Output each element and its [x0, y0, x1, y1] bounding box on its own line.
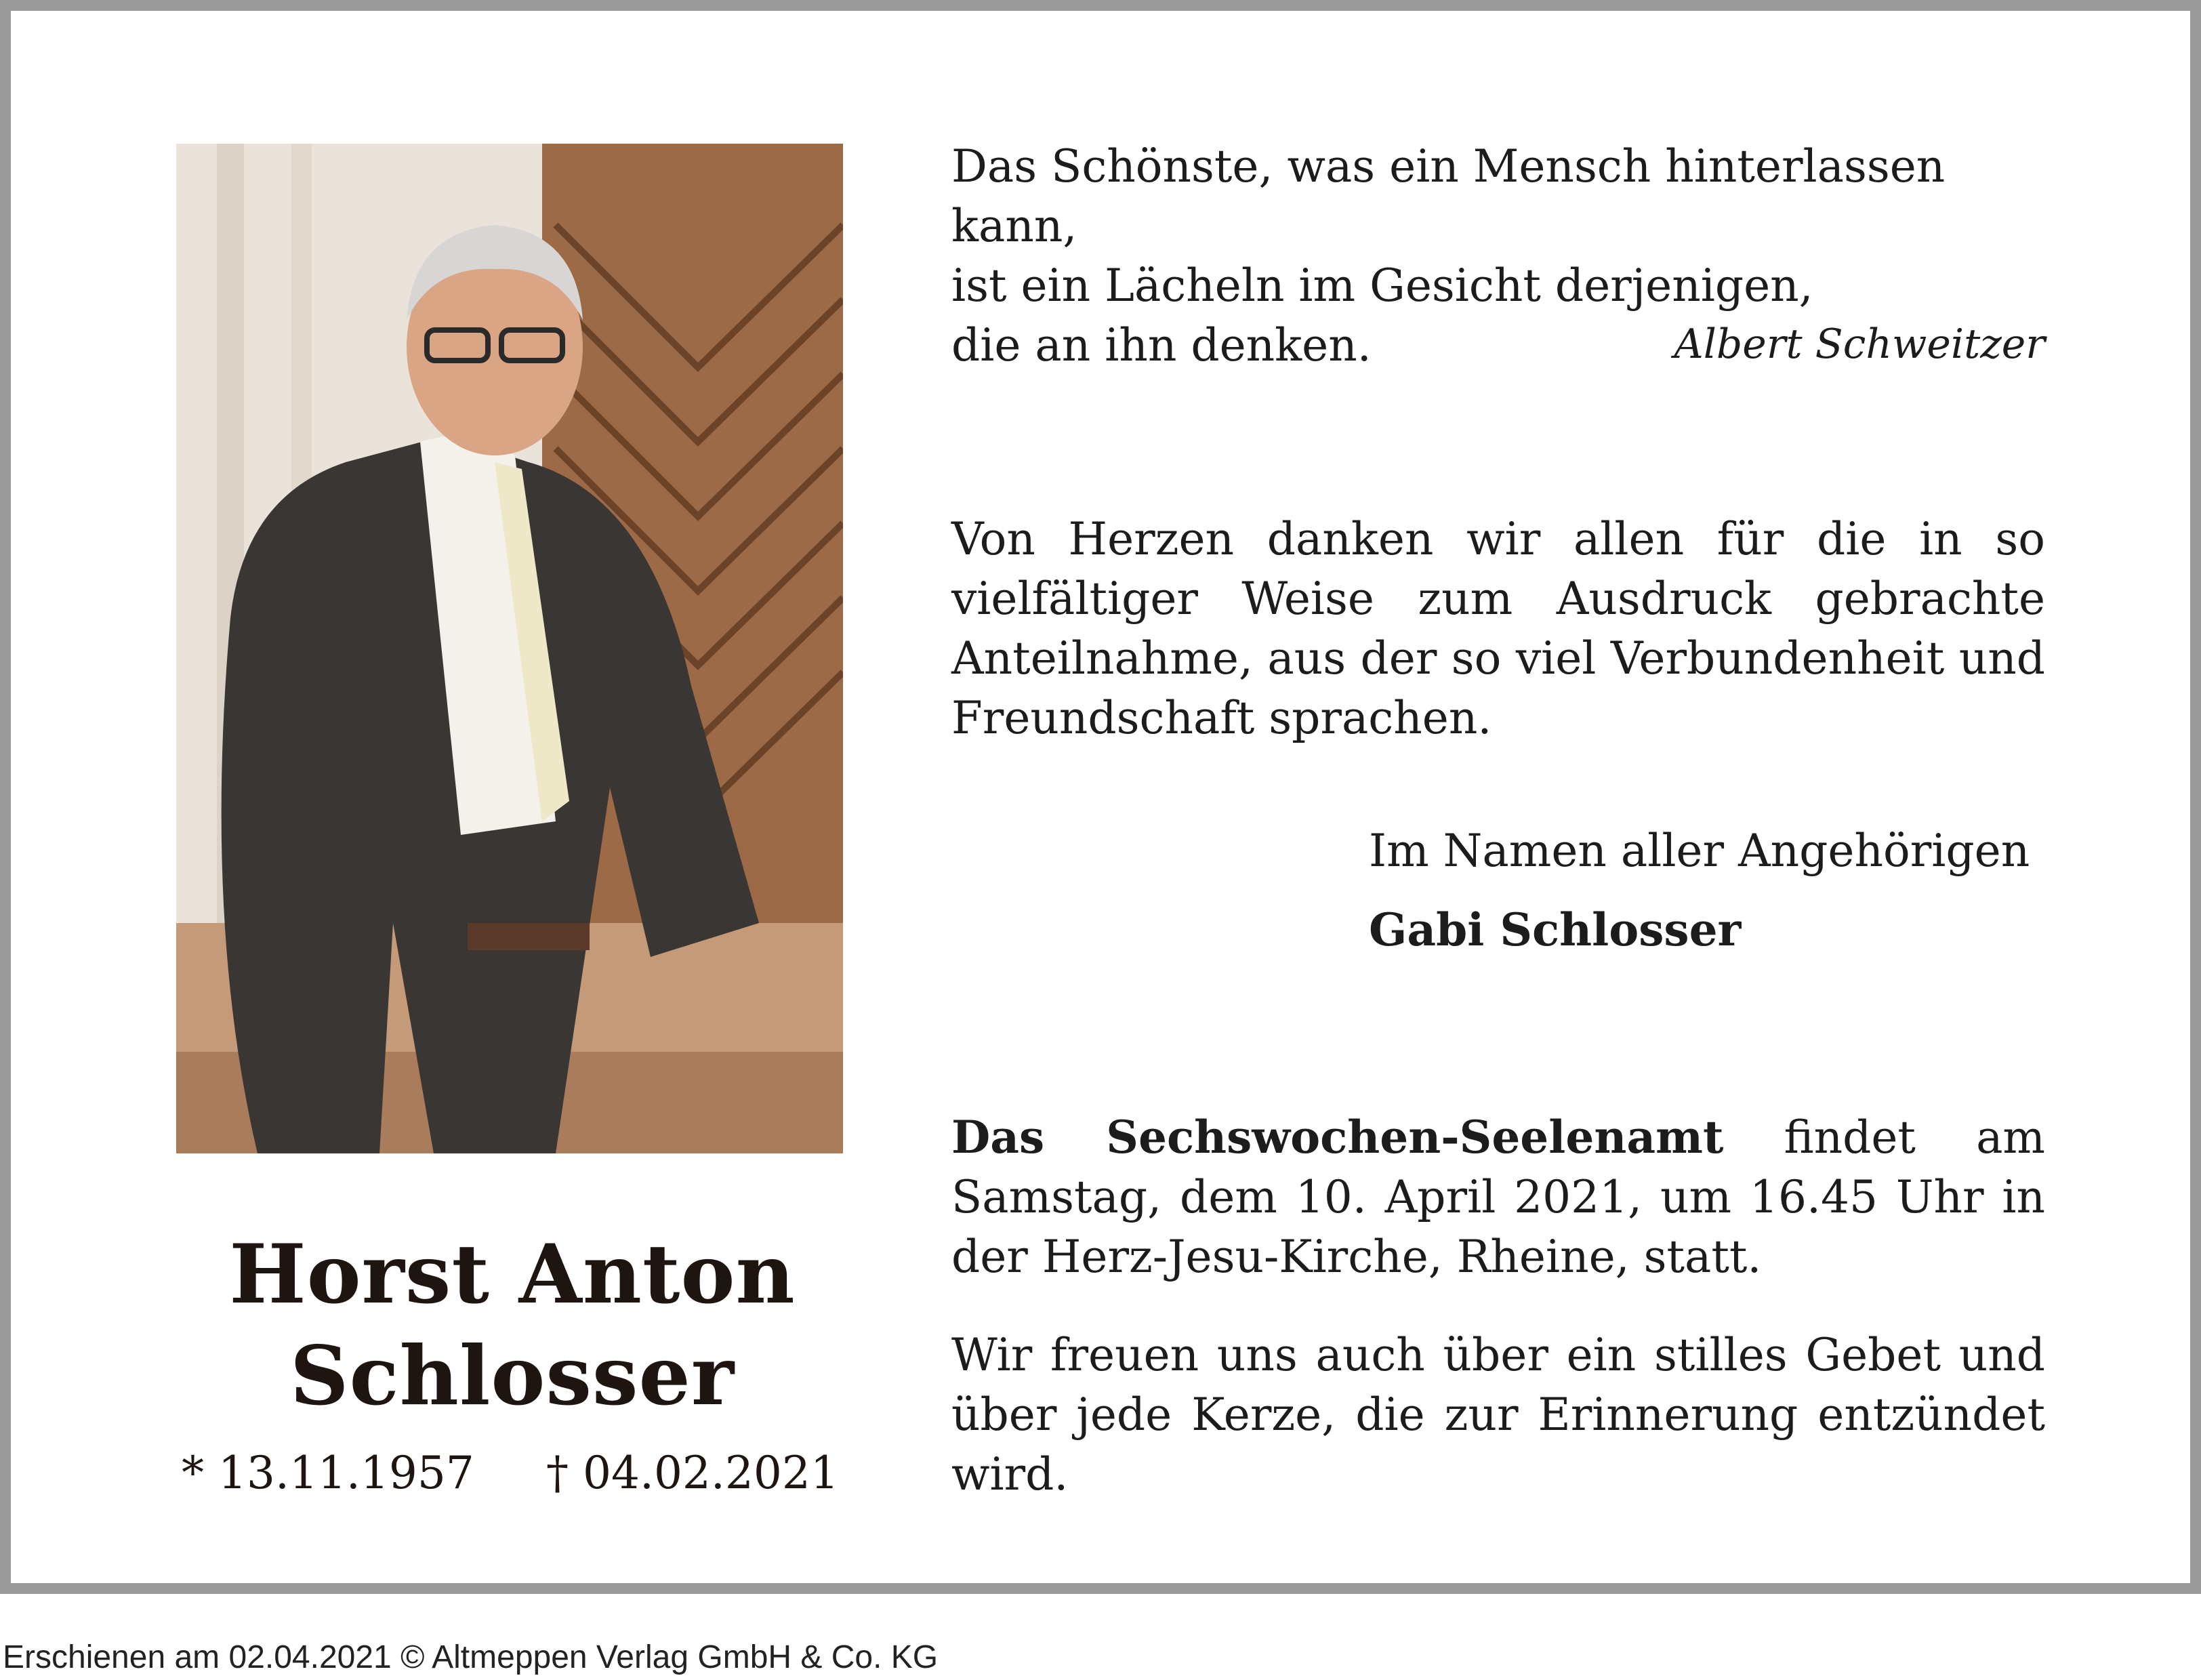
- quote-line: ist ein Lächeln im Gesicht derjenigen,: [951, 260, 1813, 312]
- service-details: findet am Samstag, dem 10. April 2021, um 16.45 Uhr in der Herz-Jesu-Kirche, Rheine, statt.: [951, 1111, 2045, 1283]
- service-paragraph: [951, 1107, 2045, 1287]
- portrait-image: [176, 144, 843, 1153]
- publication-footer: Erschienen am 02.04.2021 © Altmeppen Verlag GmbH & Co. KG: [3, 1639, 939, 1675]
- quote-line: Das Schönste, was ein Mensch hinterlassen kann,: [951, 140, 1946, 252]
- quote-author: Albert Schweitzer: [1674, 321, 2045, 368]
- signature-name: Gabi Schlosser: [1369, 903, 1742, 956]
- service-title: Das Sechswochen-Seelenamt: [951, 1111, 1724, 1164]
- death-date: † 04.02.2021: [546, 1447, 839, 1499]
- thanks-paragraph: Von Herzen danken wir allen für die in so vielfältiger Weise zum Ausdruck gebrachte Anteilnahme, aus der so viel Verbundenheit und Freundschaft sprachen.: [951, 513, 2045, 744]
- deceased-name-line2: Schlosser: [289, 1328, 735, 1424]
- prayer-paragraph: Wir freuen uns auch über ein stilles Gebet und über jede Kerze, die zur Erinnerung entzündet wird.: [951, 1329, 2045, 1500]
- signature-intro: Im Namen aller Angehörigen: [1369, 825, 2030, 877]
- portrait-photo: [176, 144, 843, 1153]
- quote-line: die an ihn denken.: [951, 319, 1372, 371]
- deceased-name-line1: Horst Anton: [229, 1227, 796, 1322]
- birth-date: * 13.11.1957: [182, 1447, 474, 1499]
